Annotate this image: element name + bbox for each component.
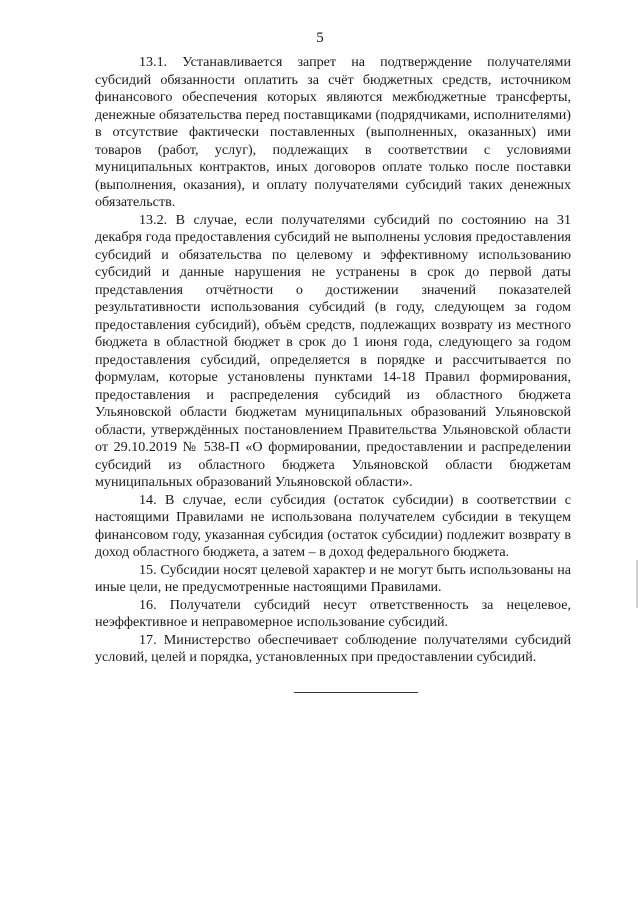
paragraph-16: 16. Получатели субсидий несут ответственность за нецелевое, неэффективное и неправомерное использование субсидий.	[95, 596, 571, 630]
scan-edge-mark	[636, 560, 638, 608]
paragraph-15: 15. Субсидии носят целевой характер и не могут быть использованы на иные цели, не предусмотренные настоящими Правилами.	[95, 561, 571, 595]
page-number: 5	[316, 30, 324, 46]
document-body	[95, 54, 571, 667]
paragraph-17: 17. Министерство обеспечивает соблюдение получателями субсидий условий, целей и порядка, установленных при предоставлении субсидий.	[95, 631, 571, 665]
paragraph-14: 14. В случае, если субсидия (остаток субсидии) в соответствии с настоящими Правилами не использована получателем субсидии в текущем финансовом году, указанная субсидия (остаток субсидии) подлежит возврату в доход областного бюджета, а затем – в доход федерального бюджета.	[95, 491, 571, 560]
end-separator-line	[294, 692, 418, 693]
paragraph-13-2: 13.2. В случае, если получателями субсидий по состоянию на 31 декабря года предоставления субсидий не выполнены условия предоставления субсидий и обязательства по целевому и эффективному использованию субсидий и данные нарушения не устранены в срок до первой даты представления отчётности о достижении значений показателей результативности использования субсидий (в году, следующем за годом предоставления субсидий), объём средств, подлежащих возврату из местного бюджета в областной бюджет в срок до 1 июня года, следующего за годом предоставления субсидий, определяется в порядке и рассчитывается по формулам, которые установлены пунктами 14-18 Правил формирования, предоставления и распределения субсидий из областного бюджета Ульяновской области бюджетам муниципальных образований Ульяновской области, утверждённых постановлением Правительства Ульяновской области от 29.10.2019 № 538-П «О формировании, предоставлении и распределении субсидий из областного бюджета Ульяновской области бюджетам муниципальных образований Ульяновской области».	[95, 211, 571, 490]
paragraph-13-1: 13.1. Устанавливается запрет на подтверждение получателями субсидий обязанности оплатить за счёт бюджетных средств, источником финансового обеспечения которых являются межбюджетные трансферты, денежные обязательства перед поставщиками (подрядчиками, исполнителями) в отсутствие фактически поставленных (выполненных, оказанных) ими товаров (работ, услуг), подлежащих в соответствии с условиями муниципальных контрактов, иных договоров оплате только после поставки (выполнения, оказания), и оплату получателями субсидий таких денежных обязательств.	[95, 54, 571, 210]
